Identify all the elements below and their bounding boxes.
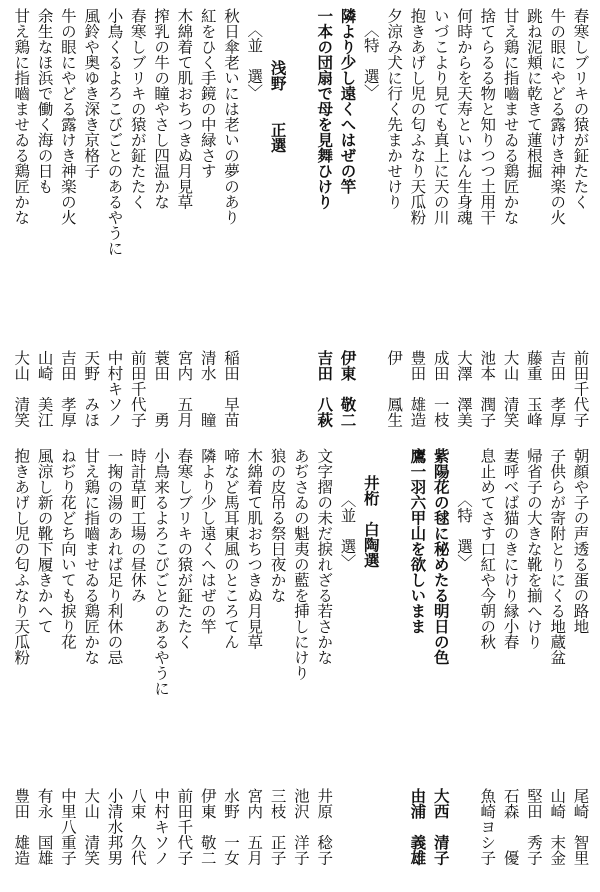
author-name: 池沢 洋子 — [291, 788, 310, 866]
haiku-line: 牛の眼にやどる露けき神楽の火 — [58, 8, 77, 225]
author-name: 前田千代子 — [175, 788, 194, 866]
haiku-line: 文字摺の未だ捩れざる若さかな — [315, 448, 334, 665]
haiku-line: 春寒しブリキの猿が鉦たたく — [128, 8, 147, 210]
author-name: 井原 稔子 — [315, 788, 334, 866]
author-name: 吉田 孝厚 — [548, 350, 567, 428]
author-name: 伊 鳳生 — [385, 350, 404, 428]
author-name: 稲田 早苗 — [222, 350, 240, 428]
author-name: 蓑田 勇 — [152, 350, 171, 428]
haiku-line: 小鳥くるよろこびごとのあるやうに — [105, 8, 124, 256]
section-heading: 〈並 選〉 — [245, 22, 264, 100]
haiku-line: 何時からを天寿といはん生身魂 — [455, 8, 473, 225]
author-name: 豊田 雄造 — [408, 350, 427, 428]
haiku-line: 甘え鶏に指嚙ませゐる鶏匠かな — [501, 8, 520, 225]
haiku-line: 抱きあげし児の匂ふなり天瓜粉 — [408, 8, 427, 225]
author-name: 大山 清笑 — [501, 350, 520, 428]
author-name: 大西 清子 — [431, 788, 450, 866]
author-name: 宮内 五月 — [245, 788, 264, 866]
haiku-line: 紫陽花の毬に秘めたる明日の色 — [431, 448, 450, 665]
author-name: 石森 優 — [501, 788, 520, 866]
haiku-line: 一掬の湯のあれば足り利休の忌 — [105, 448, 124, 665]
author-name: 三枝 正子 — [268, 788, 287, 866]
author-name: 八束 久代 — [128, 788, 147, 866]
selector-name: 浅野 正選 — [268, 60, 287, 153]
haiku-line: 狼の皮吊る祭日夜かな — [268, 448, 287, 603]
haiku-line: 小鳥来るよろこびごとのあるやうに — [152, 448, 171, 696]
haiku-line: 木綿着て肌おちつきぬ月見草 — [175, 8, 194, 210]
section-heading: 〈特 選〉 — [455, 492, 473, 570]
author-name: 堅田 秀子 — [524, 788, 543, 866]
haiku-line: 帰省子の大きな靴を揃へけり — [524, 448, 543, 650]
author-name: 山崎 末金 — [548, 788, 567, 866]
author-name: 由浦 義雄 — [408, 788, 427, 866]
author-name: 伊東 敬二 — [338, 350, 357, 428]
author-name: 有永 国雄 — [35, 788, 54, 866]
haiku-line: 捨てらるる物と知りつつ土用干 — [478, 8, 497, 225]
haiku-line: 木綿着て肌おちつきぬ月見草 — [245, 448, 264, 650]
haiku-line: 春寒しブリキの猿が鉦たたく — [571, 8, 590, 210]
author-name: 中村キソノ — [105, 350, 124, 428]
haiku-line: 子供らが寄附とりにくる地蔵盆 — [548, 448, 567, 665]
haiku-line: 秋日傘老いには老いの夢のあり — [222, 8, 240, 225]
section-heading: 〈並 選〉 — [338, 492, 357, 570]
section-heading: 〈特 選〉 — [361, 22, 380, 100]
haiku-line: 一本の団扇で母を見舞ひけり — [315, 8, 334, 210]
author-name: 池本 潤子 — [478, 350, 497, 428]
author-name: 大山 清笑 — [12, 350, 31, 428]
haiku-line: 風鈴や奥ゆき深き京格子 — [82, 8, 101, 179]
haiku-line: 余生なほ浜で働く海の日も — [35, 8, 54, 194]
author-name: 吉田 八萩 — [315, 350, 334, 428]
author-name: 清水 瞳 — [198, 350, 217, 428]
haiku-line: 時計草町工場の昼休み — [128, 448, 147, 603]
haiku-line: 息止めてさす口紅や今朝の秋 — [478, 448, 497, 650]
haiku-line: 鷹一羽六甲山を欲しいまま — [408, 448, 427, 634]
haiku-line: 妻呼べば猫のきにけり縁小春 — [501, 448, 520, 650]
author-name: 伊東 敬二 — [198, 788, 217, 866]
haiku-line: 紅をひく手鏡の中緑さす — [198, 8, 217, 179]
author-name: 前田千代子 — [571, 350, 590, 428]
author-name: 水野 一女 — [222, 788, 240, 866]
author-name: 大山 清笑 — [82, 788, 101, 866]
haiku-line: 隣より少し遠くへはぜの竿 — [198, 448, 217, 634]
haiku-line: いづこより見ても真上に天の川 — [431, 8, 450, 225]
selector-name: 井桁 白陶選 — [361, 475, 380, 568]
author-name: 吉田 孝厚 — [58, 350, 77, 428]
author-name: 山崎 美江 — [35, 350, 54, 428]
haiku-line: 隣より少し遠くへはぜの竿 — [338, 8, 357, 194]
haiku-line: 風涼し新の靴下履きかへて — [35, 448, 54, 634]
author-name: 中村キソノ — [152, 788, 171, 866]
haiku-line: 甘え鶏に指嚙ませゐる鶏匠かな — [82, 448, 101, 665]
author-name: 成田 一枝 — [431, 350, 450, 428]
author-name: 大澤 澤美 — [455, 350, 473, 428]
haiku-line: 牛の眼にやどる露けき神楽の火 — [548, 8, 567, 225]
author-name: 魚崎ヨシ子 — [478, 788, 497, 866]
author-name: 前田千代子 — [128, 350, 147, 428]
author-name: 中里八重子 — [58, 788, 77, 866]
author-name: 天野 みほ — [82, 350, 101, 428]
author-name: 藤重 玉峰 — [524, 350, 543, 428]
author-name: 宮内 五月 — [175, 350, 194, 428]
haiku-line: 夕涼み犬に行く先まかせけり — [385, 8, 404, 210]
haiku-line: 抱きあげし児の匂ふなり天瓜粉 — [12, 448, 31, 665]
haiku-line: 朝顔や子の声透る蛋の路地 — [571, 448, 590, 634]
haiku-line: 甘え鶏に指嚙ませゐる鶏匠かな — [12, 8, 31, 225]
haiku-line: 搾乳の牛の瞳やさし四温かな — [152, 8, 171, 210]
haiku-line: 春寒しブリキの猿が鉦たたく — [175, 448, 194, 650]
haiku-line: あぢさゐの魁夷の藍を挿しにけり — [291, 448, 310, 681]
haiku-line: ねぢり花どち向いても捩り花 — [58, 448, 77, 650]
haiku-line: 啼など馬耳東風のところてん — [222, 448, 240, 650]
haiku-line: 跳ね泥頬に乾きて蓮根掘 — [524, 8, 543, 179]
author-name: 小清水邦男 — [105, 788, 124, 866]
author-name: 尾崎 智里 — [571, 788, 590, 866]
author-name: 豊田 雄造 — [12, 788, 31, 866]
